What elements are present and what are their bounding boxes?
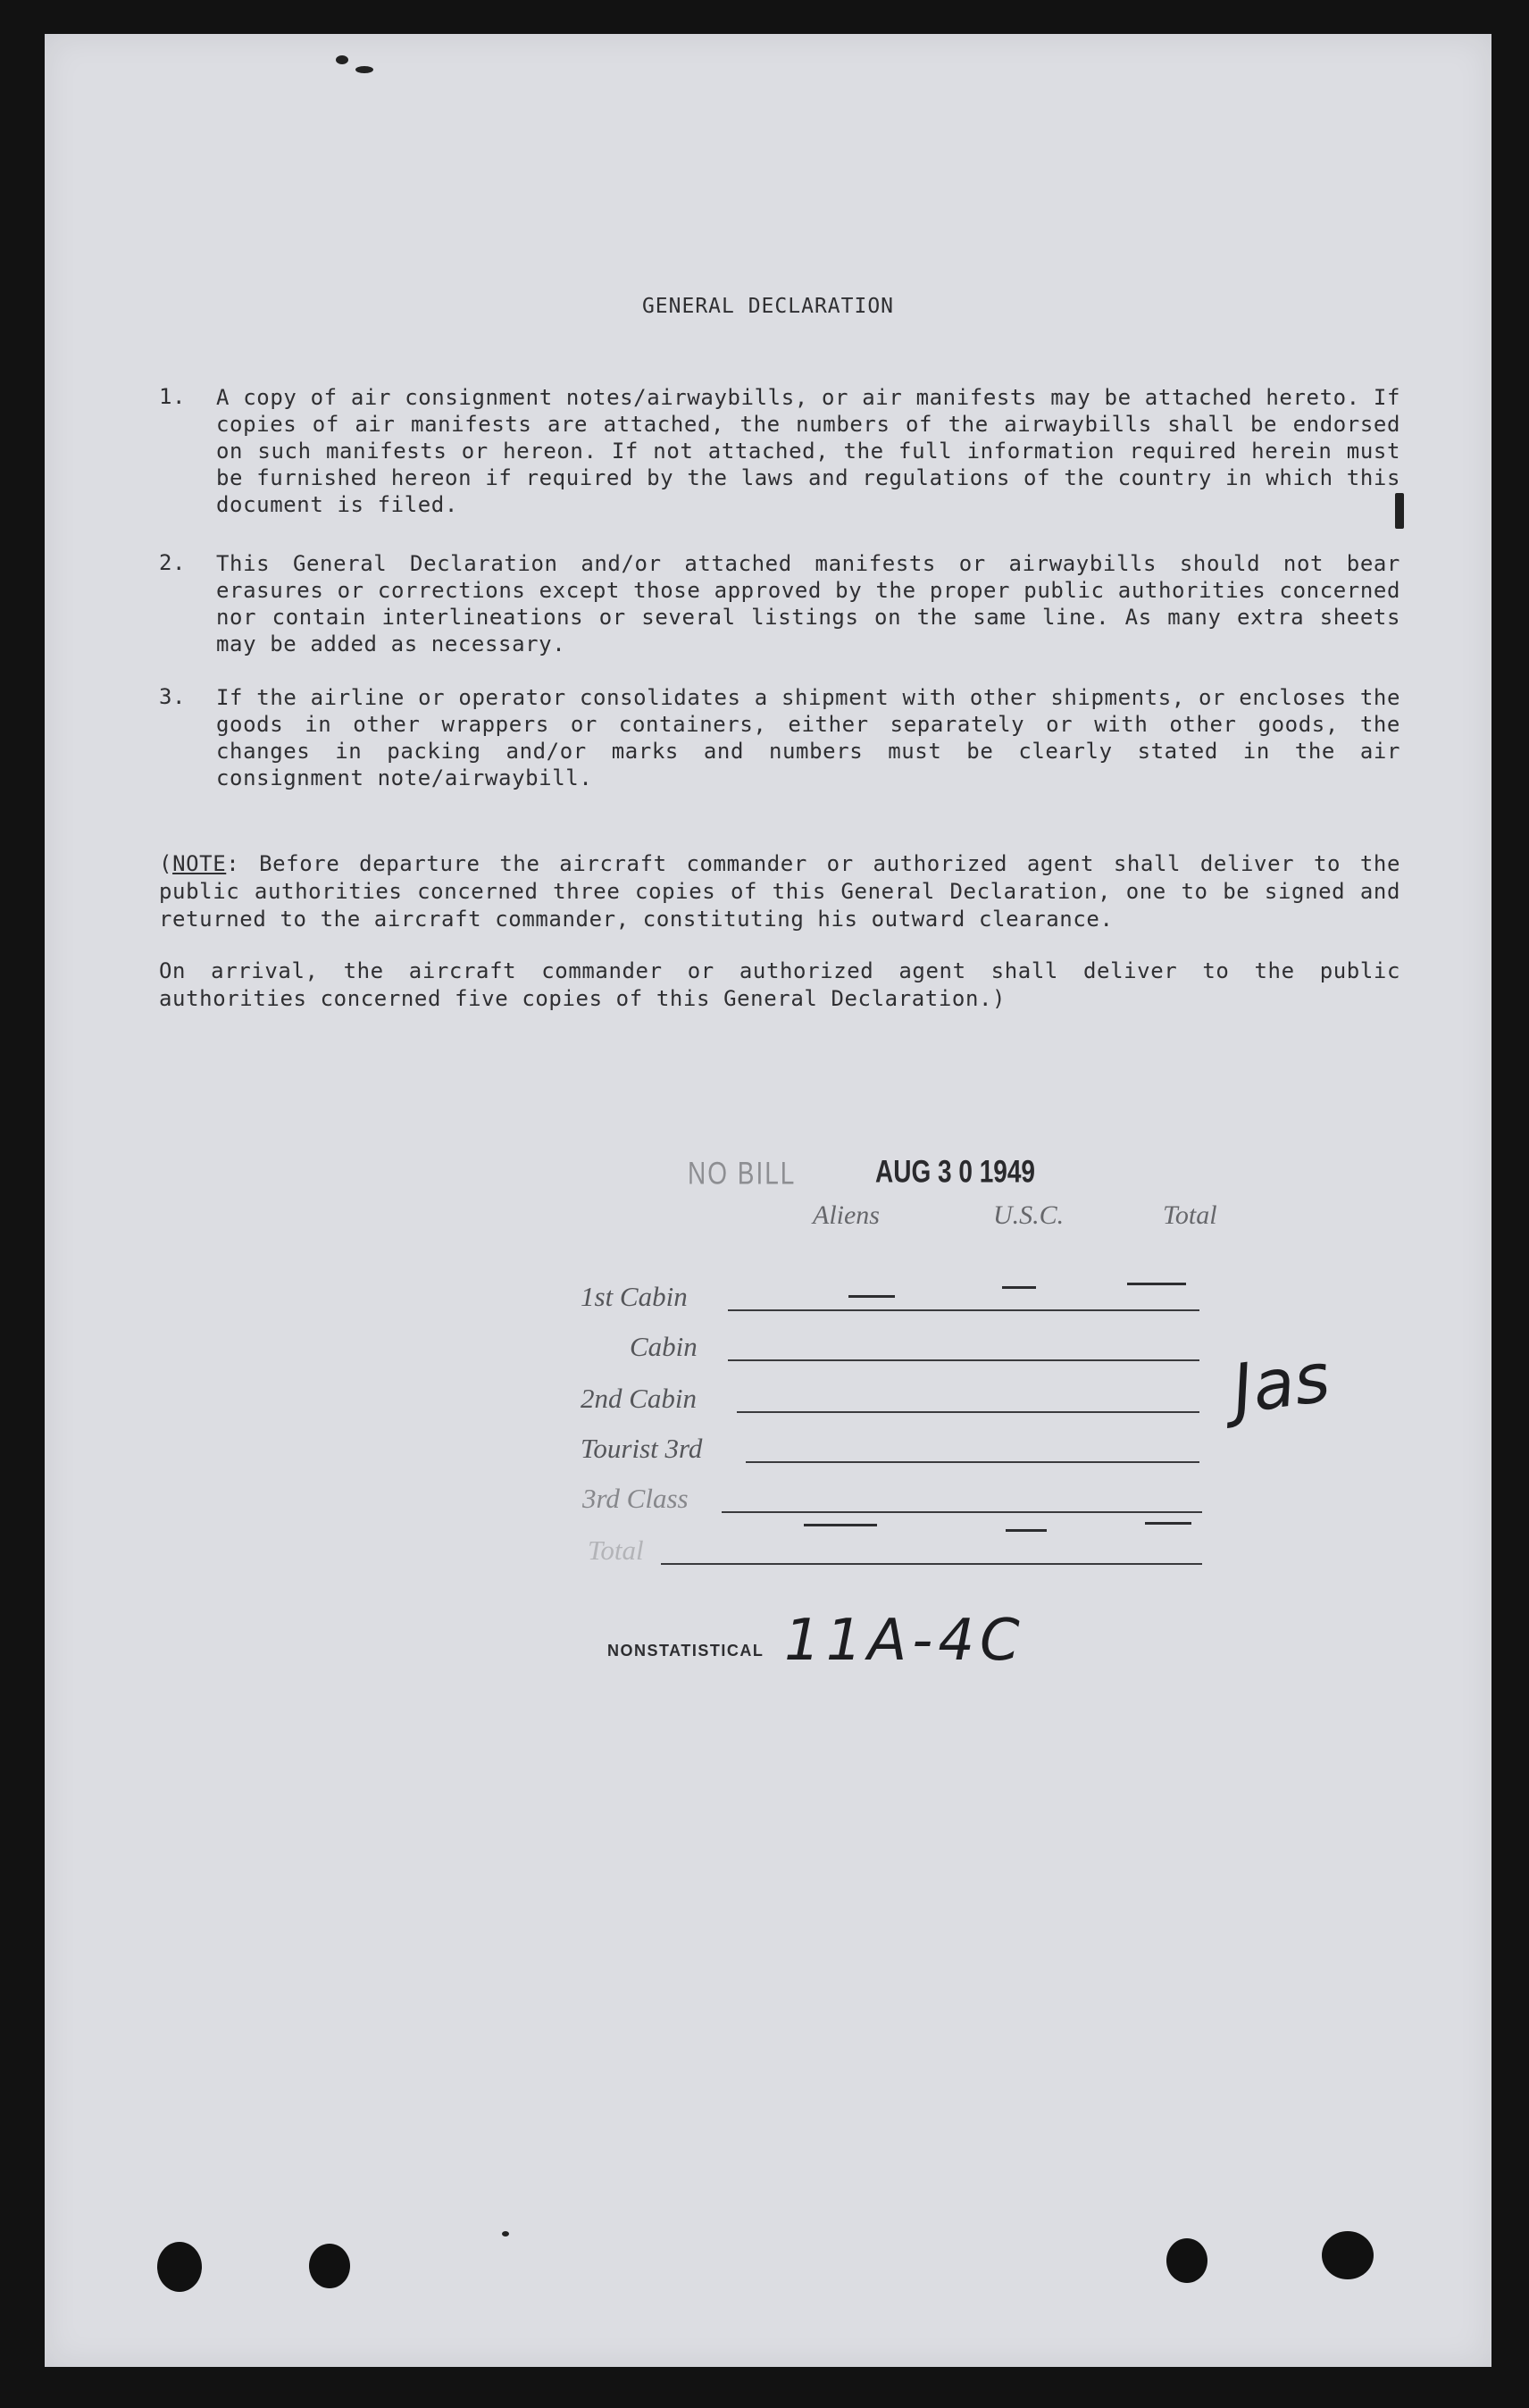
ink-speck bbox=[1395, 493, 1404, 529]
punch-hole bbox=[309, 2244, 350, 2288]
dash-mark bbox=[1145, 1522, 1191, 1525]
note-paragraph bbox=[159, 850, 1400, 933]
row-line bbox=[722, 1511, 1202, 1513]
note-open-paren: ( bbox=[159, 851, 173, 876]
ink-speck bbox=[355, 66, 373, 73]
row-label-total: Total bbox=[588, 1534, 644, 1566]
row-label-1st-cabin: 1st Cabin bbox=[581, 1281, 688, 1312]
document-title: GENERAL DECLARATION bbox=[641, 295, 895, 318]
clause-number: 1. bbox=[159, 384, 187, 409]
row-label-3rd-class: 3rd Class bbox=[582, 1483, 689, 1514]
row-line bbox=[746, 1461, 1199, 1463]
column-head-usc: U.S.C. bbox=[993, 1200, 1065, 1230]
nonstatistical-code: 11A-4C bbox=[784, 1608, 1025, 1674]
clause-text: A copy of air consignment notes/airwaybills, or air manifests may be attached hereto. If copies of air manifests are attached, the numbers of the airwaybills shall be endorsed on such manifests or hereon. If not attached, the full information required herein must be furnished hereon if required by the laws and regulations of the country in which this document is filed. bbox=[216, 385, 1400, 517]
row-line bbox=[728, 1309, 1199, 1311]
date-stamp: AUG 3 0 1949 bbox=[875, 1154, 1035, 1189]
dash-mark bbox=[848, 1295, 895, 1298]
punch-hole bbox=[1166, 2238, 1207, 2283]
note-text: : Before departure the aircraft commander or authorized agent shall deliver to the public authorities concerned three copies of this General Declaration, one to be signed and returned to the aircraft commander, constituting his outward clearance. bbox=[159, 851, 1400, 932]
arrival-paragraph: On arrival, the aircraft commander or authorized agent shall deliver to the public authorities concerned five copies of this General Declaration.) bbox=[159, 958, 1400, 1011]
dash-mark bbox=[1127, 1283, 1186, 1285]
punch-hole bbox=[1322, 2231, 1374, 2279]
row-line bbox=[728, 1359, 1199, 1361]
column-head-aliens: Aliens bbox=[813, 1200, 880, 1230]
row-label-cabin: Cabin bbox=[630, 1331, 698, 1362]
note-label: NOTE bbox=[172, 851, 227, 876]
column-head-total: Total bbox=[1163, 1200, 1217, 1230]
row-line bbox=[737, 1411, 1199, 1413]
ink-speck bbox=[502, 2231, 509, 2237]
clause-text: This General Declaration and/or attached manifests or airwaybills should not bear erasures or corrections except those approved by the proper public authorities concerned nor contain interlineations or several listings on the same line. As many extra sheets may be added as necessary. bbox=[216, 551, 1400, 656]
row-line bbox=[661, 1563, 1202, 1565]
no-bill-stamp: NO BILL bbox=[688, 1156, 797, 1191]
row-label-2nd-cabin: 2nd Cabin bbox=[581, 1383, 698, 1414]
dash-mark bbox=[804, 1524, 877, 1526]
dash-mark bbox=[1002, 1286, 1036, 1289]
signature-initials: Jas bbox=[1227, 1336, 1335, 1430]
document-sheet bbox=[45, 34, 1491, 2367]
clause-number: 2. bbox=[159, 550, 187, 575]
clause-number: 3. bbox=[159, 684, 187, 709]
clause-text: If the airline or operator consolidates a shipment with other shipments, or encloses the goods in other wrappers or containers, either separately or with other goods, the changes in packing and/or marks and numbers must be clearly stated in the air consignment note/airwaybill. bbox=[216, 685, 1400, 790]
dash-mark bbox=[1006, 1529, 1047, 1532]
ink-speck bbox=[336, 55, 348, 64]
punch-hole bbox=[157, 2242, 202, 2292]
nonstatistical-label: NONSTATISTICAL bbox=[607, 1642, 764, 1660]
row-label-tourist-3rd: Tourist 3rd bbox=[581, 1433, 703, 1464]
